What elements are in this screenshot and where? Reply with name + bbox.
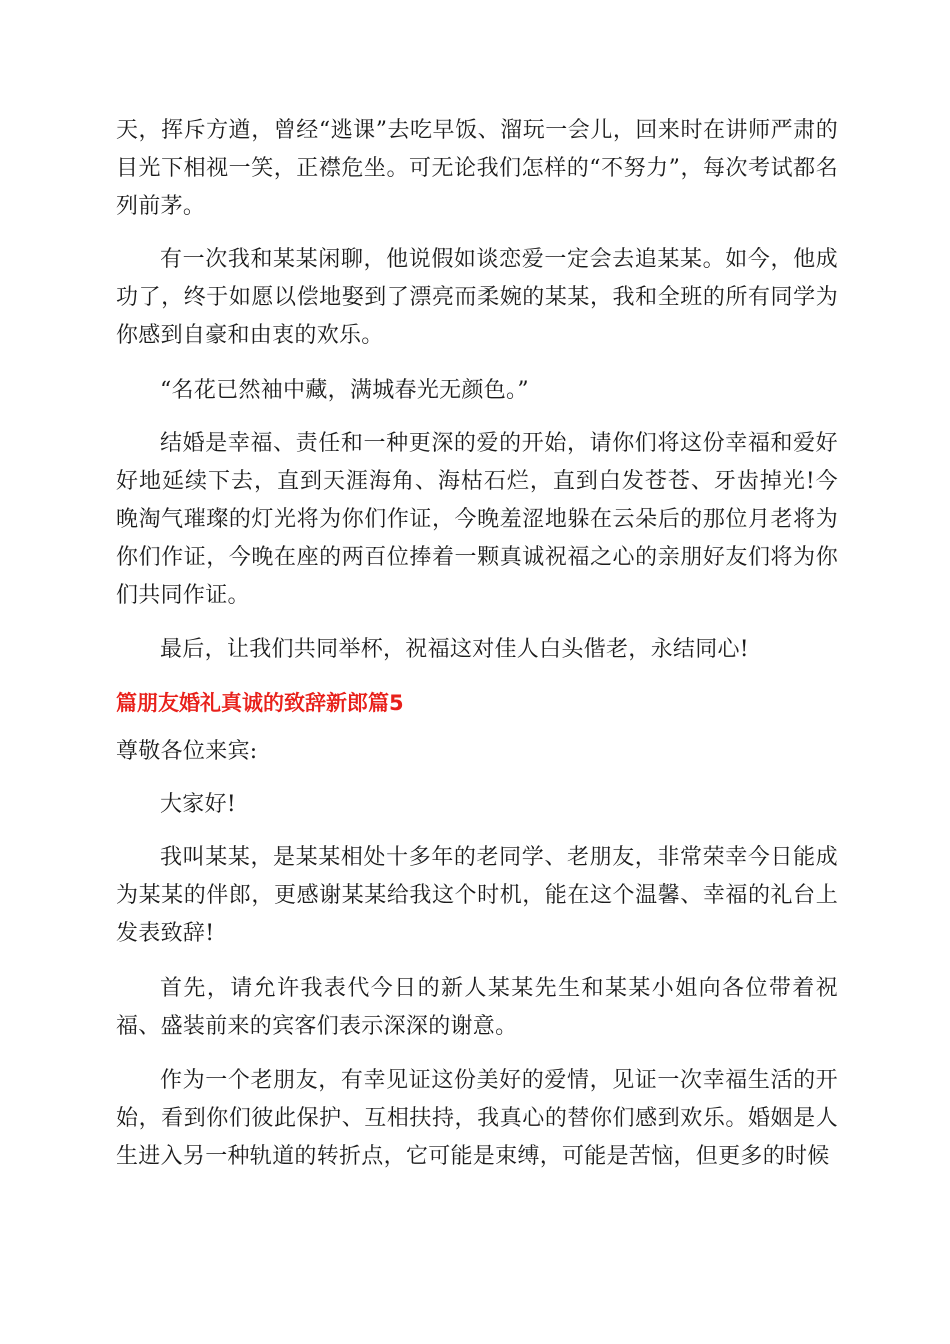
section-heading: 篇朋友婚礼真诚的致辞新郎篇5: [116, 691, 404, 715]
paragraph-chat-story: 有一次我和某某闲聊，他说假如谈恋爱一定会去追某某。如今，他成功了，终于如愿以偿地娶到了漂亮而柔婉的某某，我和全班的所有同学为你感到自豪和由衷的欢乐。: [116, 247, 838, 348]
paragraph-witness: 作为一个老朋友，有幸见证这份美好的爱情，见证一次幸福生活的开始，看到你们彼此保护、互相扶持，我真心的替你们感到欢乐。婚姻是人生进入另一种轨道的转折点，它可能是束缚，可能是苦恼，但更多的时候: [116, 1068, 838, 1169]
paragraph-thanks: 首先，请允许我表代今日的新人某某先生和某某小姐向各位带着祝福、盛装前来的宾客们表示深深的谢意。: [116, 976, 838, 1039]
paragraph-toast: 最后，让我们共同举杯，祝福这对佳人白头偕老，永结同心!: [160, 637, 749, 662]
paragraph-introduction: 我叫某某，是某某相处十多年的老同学、老朋友，非常荣幸今日能成为某某的伴郎，更感谢某某给我这个时机，能在这个温馨、幸福的礼台上发表致辞!: [116, 845, 838, 946]
paragraph-salutation: 尊敬各位来宾:: [116, 739, 258, 764]
paragraph-continued: 天，挥斥方遒，曾经“逃课”去吃早饭、溜玩一会儿，回来时在讲师严肃的目光下相视一笑，正襟危坐。可无论我们怎样的“不努力”，每次考试都名列前茅。: [116, 118, 838, 219]
paragraph-poem-quote: “名花已然袖中藏，满城春光无颜色。”: [160, 378, 529, 403]
paragraph-marriage-wishes: 结婚是幸福、责任和一种更深的爱的开始，请你们将这份幸福和爱好好地延续下去，直到天涯海角、海枯石烂，直到白发苍苍、牙齿掉光!今晚淘气璀璨的灯光将为你们作证，今晚羞涩地躲在云朵后的那位月老将为你们作证，今晚在座的两百位捧着一颗真诚祝福之心的亲朋好友们将为你们共同作证。: [116, 431, 838, 608]
paragraph-greeting: 大家好!: [160, 792, 237, 817]
